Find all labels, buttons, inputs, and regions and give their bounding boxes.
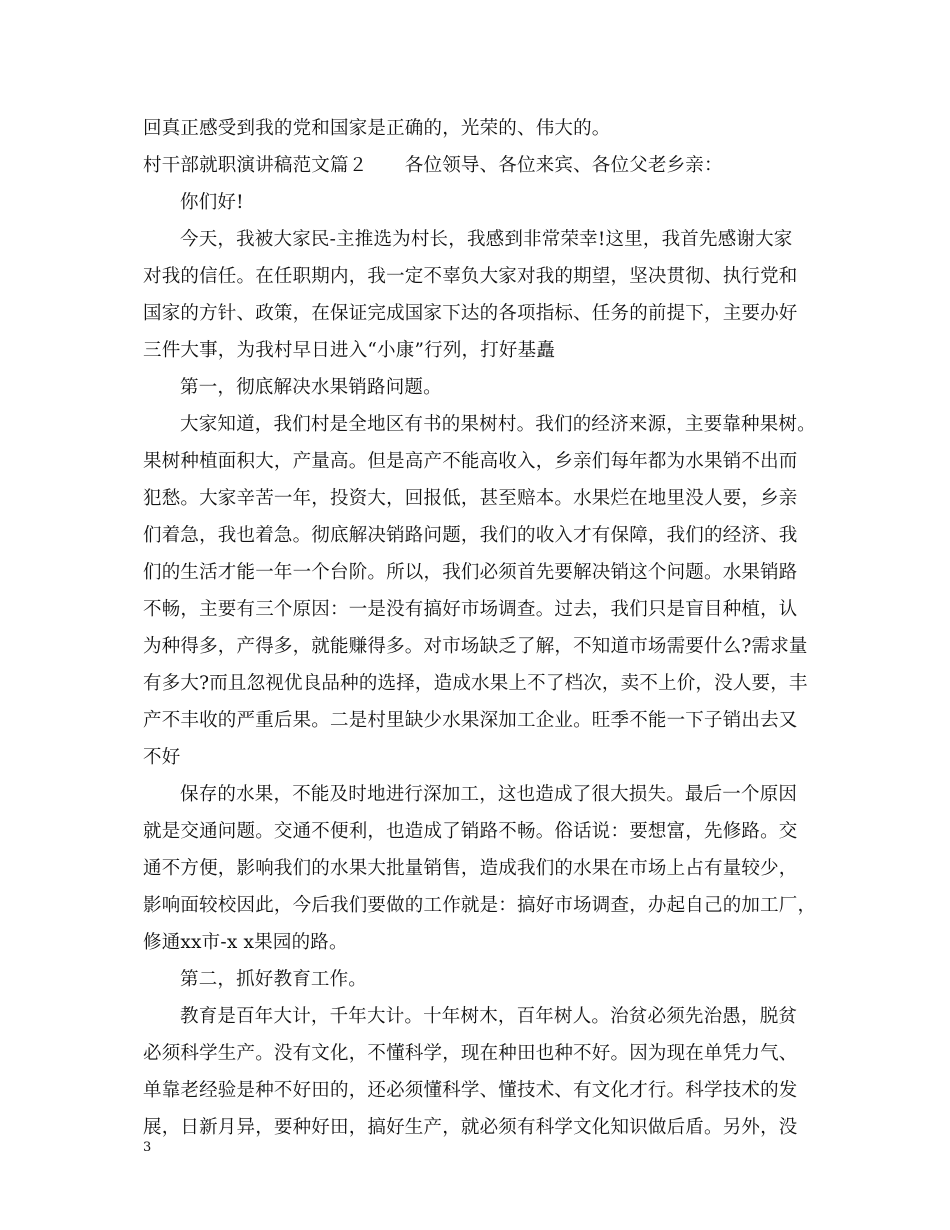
- text-line: 们着急，我也着急。彻底解决销路问题，我们的收入才有保障，我们的经济、我: [143, 525, 798, 546]
- text-line: 就是交通问题。交通不便利，也造成了销路不畅。俗话说：要想富，先修路。交: [143, 821, 798, 842]
- text-line: 产不丰收的严重后果。二是村里缺少水果深加工企业。旺季不能一下子销出去又: [143, 710, 798, 731]
- text-line: 三件大事，为我村早日进入“小康”行列，打好基矗: [143, 340, 556, 361]
- text-line: 影响面较校因此，今后我们要做的工作就是：搞好市场调查，办起自己的加工厂，: [143, 895, 817, 916]
- text-line: 展，日新月异，要种好田，搞好生产，就必须有科学文化知识做后盾。另外，没: [143, 1117, 798, 1138]
- text-line: 修通xx市-x x果园的路。: [143, 932, 348, 953]
- text-line: 有多大?而且忽视优良品种的选择，造成水果上不了档次，卖不上价，没人要，丰: [143, 673, 808, 694]
- text-line: 必须科学生产。没有文化，不懂科学，现在种田也种不好。因为现在单凭力气、: [143, 1043, 798, 1064]
- text-line: 今天，我被大家民-主推选为村长，我感到非常荣幸!这里，我首先感谢大家: [180, 229, 793, 250]
- text-line: 单靠老经验是种不好田的，还必须懂科学、懂技术、有文化才行。科学技术的发: [143, 1080, 798, 1101]
- text-line: 第二，抓好教育工作。: [180, 969, 368, 990]
- text-line: 村干部就职演讲稿范文篇２ 各位领导、各位来宾、各位父老乡亲：: [143, 155, 723, 176]
- text-line: 大家知道，我们村是全地区有书的果树村。我们的经济来源，主要靠种果树。: [180, 414, 816, 435]
- text-line: 对我的信任。在任职期内，我一定不辜负大家对我的期望，坚决贯彻、执行党和: [143, 266, 798, 287]
- text-line: 回真正感受到我的党和国家是正确的，光荣的、伟大的。: [143, 118, 611, 139]
- text-line: 保存的水果，不能及时地进行深加工，这也造成了很大损失。最后一个原因: [180, 784, 798, 805]
- text-line: 为种得多，产得多，就能赚得多。对市场缺乏了解，不知道市场需要什么?需求量: [143, 636, 808, 657]
- text-line: 第一，彻底解决水果销路问题。: [180, 377, 442, 398]
- text-line: 教育是百年大计，千年大计。十年树木，百年树人。治贫必须先治愚，脱贫: [180, 1006, 798, 1027]
- text-line: 不好: [143, 747, 181, 768]
- text-line: 通不方便，影响我们的水果大批量销售，造成我们的水果在市场上占有量较少，: [143, 858, 798, 879]
- text-line: 国家的方针、政策，在保证完成国家下达的各项指标、任务的前提下，主要办好: [143, 303, 798, 324]
- text-line: 你们好!: [180, 192, 244, 213]
- page-number: 3: [143, 1140, 152, 1155]
- text-line: 们的生活才能一年一个台阶。所以，我们必须首先要解决销这个问题。水果销路: [143, 562, 798, 583]
- text-line: 果树种植面积大，产量高。但是高产不能高收入，乡亲们每年都为水果销不出而: [143, 451, 798, 472]
- text-line: 不畅，主要有三个原因：一是没有搞好市场调查。过去，我们只是盲目种植，认: [143, 599, 798, 620]
- text-line: 犯愁。大家辛苦一年，投资大，回报低，甚至赔本。水果烂在地里没人要，乡亲: [143, 488, 798, 509]
